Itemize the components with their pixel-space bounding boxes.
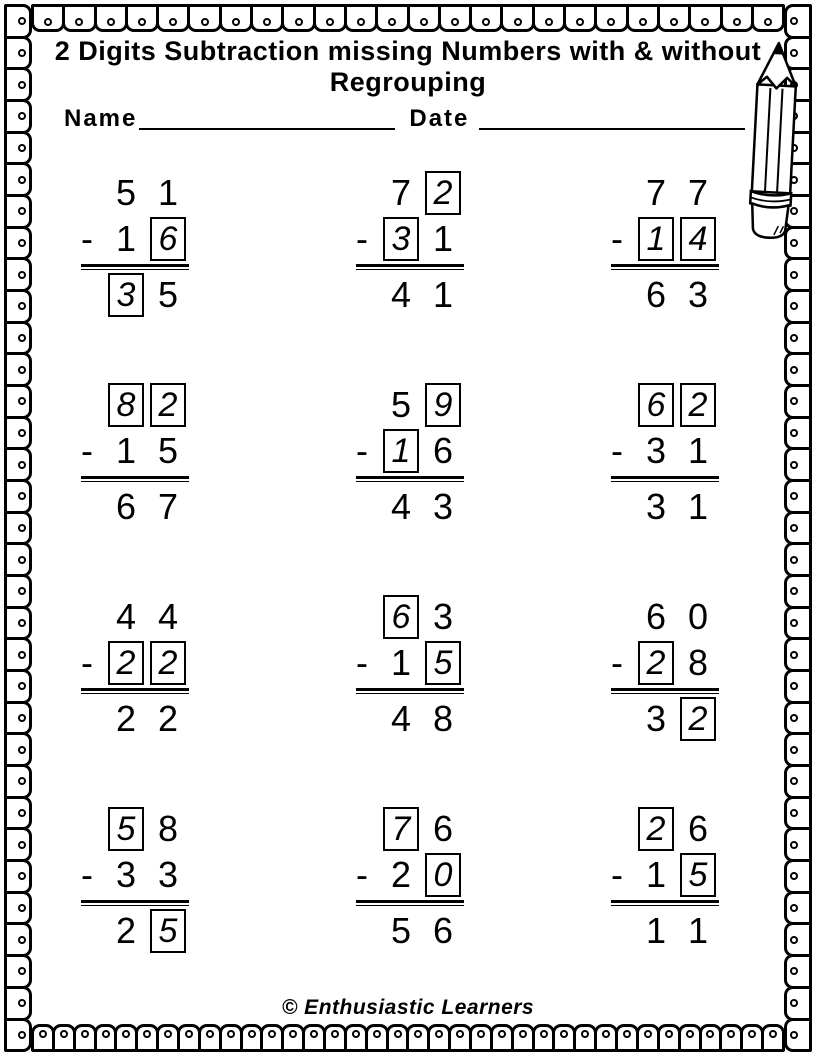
digit: 2 xyxy=(157,698,179,739)
border-cell xyxy=(187,4,221,32)
name-date-row xyxy=(64,102,745,131)
date-blank-line xyxy=(479,102,745,130)
problem-row xyxy=(81,428,189,474)
problem-row xyxy=(611,908,719,954)
border-cell xyxy=(784,416,812,451)
digit-cell xyxy=(422,852,464,898)
digit-cell xyxy=(677,852,719,898)
answer-line xyxy=(356,476,464,482)
digit: 1 xyxy=(432,218,454,259)
digit: 6 xyxy=(645,274,667,315)
minus-sign: - xyxy=(356,642,368,683)
missing-digit-box: 2 xyxy=(108,641,144,685)
border-cell xyxy=(344,4,378,32)
missing-digit-box: 8 xyxy=(108,383,144,427)
digit: 5 xyxy=(390,910,412,951)
border-cell xyxy=(784,479,812,514)
digit: 4 xyxy=(157,596,179,637)
border-cell xyxy=(784,827,812,862)
answer-line xyxy=(81,264,189,270)
digit: 5 xyxy=(157,430,179,471)
border-cell xyxy=(784,891,812,926)
minus-sign: - xyxy=(81,854,93,895)
border-cell xyxy=(626,4,660,32)
minus-sign: - xyxy=(611,218,623,259)
border-cell xyxy=(156,4,190,32)
digit: 3 xyxy=(687,274,709,315)
border-cell xyxy=(250,4,284,32)
border-cell xyxy=(563,4,597,32)
border-cell xyxy=(281,4,315,32)
name-blank-line xyxy=(139,102,395,130)
digit-cell xyxy=(380,216,422,262)
border-cell xyxy=(4,99,32,134)
border-cell xyxy=(688,4,722,32)
missing-digit-box: 6 xyxy=(638,383,674,427)
digit-cell xyxy=(635,216,677,262)
border-cell xyxy=(784,384,812,419)
digit: 6 xyxy=(432,430,454,471)
digit: 3 xyxy=(645,486,667,527)
problem-row xyxy=(611,428,719,474)
digit: 3 xyxy=(645,698,667,739)
border-cell xyxy=(4,131,32,166)
digit: 8 xyxy=(432,698,454,739)
problem-row xyxy=(356,382,464,428)
subtraction-problem xyxy=(611,170,719,318)
problem-row xyxy=(81,170,189,216)
digit-cell xyxy=(635,806,677,852)
subtraction-problem xyxy=(81,170,189,318)
problem-row xyxy=(81,640,189,686)
subtraction-problem xyxy=(356,170,464,318)
border-cell xyxy=(4,67,32,102)
digit: 6 xyxy=(687,808,709,849)
subtraction-problem xyxy=(81,382,189,530)
problem-row xyxy=(81,382,189,428)
missing-digit-box: 3 xyxy=(383,217,419,261)
problem-row xyxy=(81,852,189,898)
border-cell xyxy=(784,732,812,767)
digit: 1 xyxy=(645,854,667,895)
border-cell xyxy=(784,542,812,577)
minus-sign: - xyxy=(81,218,93,259)
border-edge-top xyxy=(31,4,785,32)
answer-line xyxy=(611,476,719,482)
digit: 2 xyxy=(390,854,412,895)
problem-row xyxy=(611,852,719,898)
answer-line xyxy=(611,688,719,694)
digit-cell xyxy=(147,382,189,428)
answer-line xyxy=(611,264,719,270)
minus-sign: - xyxy=(81,642,93,683)
problem-row xyxy=(611,216,719,262)
missing-digit-box: 0 xyxy=(425,853,461,897)
missing-digit-box: 2 xyxy=(425,171,461,215)
digit: 1 xyxy=(115,218,137,259)
border-cell xyxy=(4,4,32,39)
problem-row xyxy=(356,640,464,686)
problem-row xyxy=(356,484,464,530)
missing-digit-box: 9 xyxy=(425,383,461,427)
problem-row xyxy=(356,696,464,742)
digit: 4 xyxy=(390,486,412,527)
digit: 7 xyxy=(157,486,179,527)
border-cell xyxy=(784,637,812,672)
border-cell xyxy=(407,4,441,32)
digit: 1 xyxy=(115,430,137,471)
problem-row xyxy=(356,908,464,954)
problem-row xyxy=(81,696,189,742)
border-cell xyxy=(784,922,812,957)
digit: 7 xyxy=(687,172,709,213)
minus-sign: - xyxy=(81,430,93,471)
problem-row xyxy=(356,272,464,318)
digit: 1 xyxy=(687,430,709,471)
digit: 5 xyxy=(115,172,137,213)
missing-digit-box: 6 xyxy=(383,595,419,639)
digit-cell xyxy=(380,806,422,852)
minus-sign: - xyxy=(356,218,368,259)
digit-cell xyxy=(105,272,147,318)
problem-row xyxy=(611,272,719,318)
border-cell xyxy=(751,4,785,32)
subtraction-problem xyxy=(611,806,719,954)
digit: 4 xyxy=(390,698,412,739)
border-cell xyxy=(784,954,812,989)
answer-line xyxy=(81,688,189,694)
border-cell xyxy=(784,257,812,292)
border-cell xyxy=(784,4,812,39)
border-cell xyxy=(784,859,812,894)
border-cell xyxy=(375,4,409,32)
border-cell xyxy=(4,1018,32,1053)
problem-row xyxy=(81,806,189,852)
border-cell xyxy=(62,4,96,32)
problem-row xyxy=(356,170,464,216)
digit: 6 xyxy=(115,486,137,527)
border-cell xyxy=(657,4,691,32)
border-cell xyxy=(784,606,812,641)
digit: 3 xyxy=(157,854,179,895)
minus-sign: - xyxy=(356,430,368,471)
problem-row xyxy=(611,696,719,742)
border-edge-bottom xyxy=(31,1024,785,1052)
problem-row xyxy=(81,272,189,318)
digit-cell xyxy=(380,428,422,474)
border-cell xyxy=(94,4,128,32)
answer-line xyxy=(356,688,464,694)
digit: 1 xyxy=(432,274,454,315)
digit: 8 xyxy=(687,642,709,683)
digit: 1 xyxy=(645,910,667,951)
border-cell xyxy=(784,764,812,799)
digit: 3 xyxy=(432,486,454,527)
problem-row xyxy=(356,428,464,474)
border-cell xyxy=(532,4,566,32)
digit: 6 xyxy=(645,596,667,637)
digit-cell xyxy=(147,216,189,262)
missing-digit-box: 2 xyxy=(150,641,186,685)
digit: 3 xyxy=(115,854,137,895)
missing-digit-box: 5 xyxy=(108,807,144,851)
missing-digit-box: 5 xyxy=(150,909,186,953)
border-cell xyxy=(784,574,812,609)
minus-sign: - xyxy=(611,430,623,471)
problem-row xyxy=(356,216,464,262)
missing-digit-box: 2 xyxy=(680,697,716,741)
border-cell xyxy=(720,4,754,32)
digit: 0 xyxy=(687,596,709,637)
minus-sign: - xyxy=(356,854,368,895)
digit-cell xyxy=(422,382,464,428)
border-cell xyxy=(469,4,503,32)
missing-digit-box: 1 xyxy=(383,429,419,473)
digit: 5 xyxy=(157,274,179,315)
digit: 7 xyxy=(390,172,412,213)
digit-cell xyxy=(422,170,464,216)
digit: 1 xyxy=(390,642,412,683)
digit: 6 xyxy=(432,910,454,951)
title-line-1: 2 Digits Subtraction missing Numbers with & without xyxy=(54,36,762,66)
credit-line: © Enthusiastic Learners xyxy=(281,996,535,1019)
border-cell xyxy=(784,701,812,736)
digit-cell xyxy=(635,640,677,686)
minus-sign: - xyxy=(611,854,623,895)
answer-line xyxy=(356,900,464,906)
problem-row xyxy=(81,908,189,954)
digit: 3 xyxy=(645,430,667,471)
border-cell xyxy=(594,4,628,32)
answer-line xyxy=(81,900,189,906)
digit-cell xyxy=(105,382,147,428)
digit-cell xyxy=(422,640,464,686)
digit: 7 xyxy=(645,172,667,213)
border-cell xyxy=(73,1024,97,1052)
problem-row xyxy=(81,594,189,640)
border-cell xyxy=(784,289,812,324)
subtraction-problem xyxy=(81,806,189,954)
border-cell xyxy=(125,4,159,32)
answer-line xyxy=(356,264,464,270)
digit: 2 xyxy=(115,910,137,951)
border-cell xyxy=(219,4,253,32)
border-cell xyxy=(784,511,812,546)
digit: 2 xyxy=(115,698,137,739)
problem-row xyxy=(81,216,189,262)
border-cell xyxy=(784,321,812,356)
subtraction-problem xyxy=(356,806,464,954)
digit-cell xyxy=(380,594,422,640)
answer-line xyxy=(611,900,719,906)
digit: 5 xyxy=(390,384,412,425)
pencil-icon xyxy=(737,38,809,243)
problem-row xyxy=(611,640,719,686)
problem-row xyxy=(611,484,719,530)
subtraction-problem xyxy=(81,594,189,742)
border-cell xyxy=(4,36,32,71)
digit: 4 xyxy=(390,274,412,315)
border-cell xyxy=(678,1024,702,1052)
missing-digit-box: 6 xyxy=(150,217,186,261)
border-cell xyxy=(784,352,812,387)
border-cell xyxy=(500,4,534,32)
border-cell xyxy=(313,4,347,32)
missing-digit-box: 2 xyxy=(680,383,716,427)
border-cell xyxy=(761,1024,785,1052)
problem-row xyxy=(356,806,464,852)
digit-cell xyxy=(635,382,677,428)
digit-cell xyxy=(105,640,147,686)
border-cell xyxy=(784,1018,812,1053)
date-label: Date xyxy=(409,105,470,132)
missing-digit-box: 4 xyxy=(680,217,716,261)
digit-cell xyxy=(147,908,189,954)
missing-digit-box: 7 xyxy=(383,807,419,851)
worksheet-title xyxy=(52,36,764,98)
digit-cell xyxy=(105,806,147,852)
problem-row xyxy=(611,806,719,852)
border-cell xyxy=(31,4,65,32)
digit: 1 xyxy=(157,172,179,213)
border-cell xyxy=(784,447,812,482)
missing-digit-box: 3 xyxy=(108,273,144,317)
digit: 1 xyxy=(687,910,709,951)
answer-line xyxy=(81,476,189,482)
subtraction-problem xyxy=(356,594,464,742)
digit: 6 xyxy=(432,808,454,849)
missing-digit-box: 2 xyxy=(638,641,674,685)
problem-row xyxy=(611,594,719,640)
missing-digit-box: 2 xyxy=(638,807,674,851)
digit: 4 xyxy=(115,596,137,637)
problem-row xyxy=(356,852,464,898)
missing-digit-box: 5 xyxy=(425,641,461,685)
missing-digit-box: 2 xyxy=(150,383,186,427)
title-line-2: Regrouping xyxy=(329,67,487,98)
missing-digit-box: 5 xyxy=(680,853,716,897)
subtraction-problem xyxy=(611,594,719,742)
problem-row xyxy=(81,484,189,530)
border-cell xyxy=(784,796,812,831)
subtraction-problem xyxy=(611,382,719,530)
border-cell xyxy=(438,4,472,32)
minus-sign: - xyxy=(611,642,623,683)
name-label: Name xyxy=(64,105,138,132)
problem-row xyxy=(611,170,719,216)
problem-row xyxy=(611,382,719,428)
digit: 3 xyxy=(432,596,454,637)
border-cell xyxy=(784,669,812,704)
digit-cell xyxy=(677,696,719,742)
digit: 1 xyxy=(687,486,709,527)
missing-digit-box: 1 xyxy=(638,217,674,261)
digit: 8 xyxy=(157,808,179,849)
digit-cell xyxy=(677,382,719,428)
problems-grid xyxy=(0,164,780,1012)
problem-row xyxy=(356,594,464,640)
digit-cell xyxy=(147,640,189,686)
digit-cell xyxy=(677,216,719,262)
subtraction-problem xyxy=(356,382,464,530)
